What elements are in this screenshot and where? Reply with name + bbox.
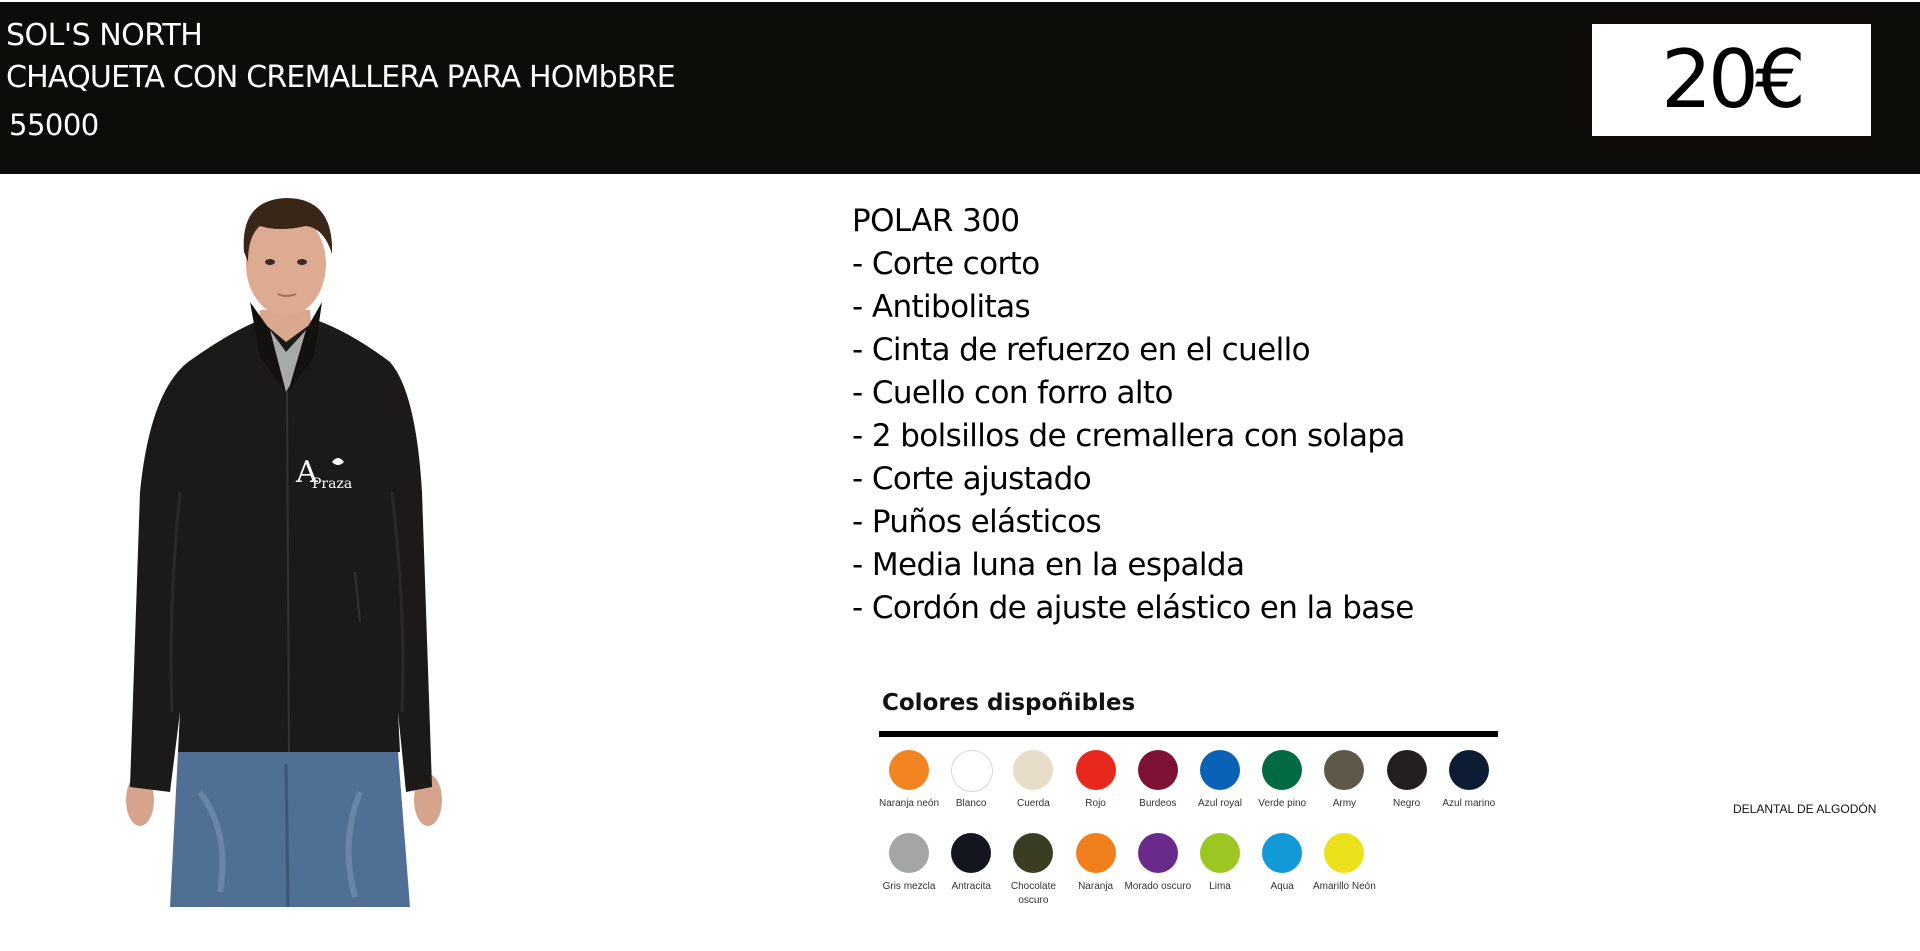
price-box (1592, 24, 1871, 136)
product-title: CHAQUETA CON CREMALLERA PARA HOMbBRE (6, 60, 675, 95)
color-dot (1138, 750, 1178, 790)
color-dot (1262, 750, 1302, 790)
color-swatch (1376, 750, 1440, 830)
feature-item: - Antibolitas (852, 289, 1031, 325)
feature-item: - Cuello con forro alto (852, 375, 1173, 411)
color-swatch (940, 833, 1004, 913)
feature-item: POLAR 300 (852, 203, 1020, 239)
feature-item: - Corte corto (852, 246, 1040, 282)
color-dot (1013, 833, 1053, 873)
color-swatch (1251, 750, 1315, 830)
color-swatch (1313, 833, 1377, 913)
color-swatch (1065, 833, 1129, 913)
color-dot (1138, 833, 1178, 873)
color-swatch (878, 750, 942, 830)
color-label: Cuerda (1016, 798, 1050, 809)
color-dot (1449, 750, 1489, 790)
color-swatch (1189, 750, 1253, 830)
color-label: Blanco (955, 798, 987, 809)
color-swatch (1189, 833, 1253, 913)
svg-text:A: A (296, 455, 318, 490)
color-label: Aqua (1270, 881, 1294, 892)
feature-item: - 2 bolsillos de cremallera con solapa (852, 418, 1405, 454)
color-label: Negro (1392, 798, 1421, 809)
feature-list (852, 200, 1414, 630)
logo-text: Praza (312, 476, 353, 492)
color-label: Verde pino (1258, 798, 1307, 809)
color-swatch (1127, 750, 1191, 830)
color-label: Naranja neón (878, 798, 940, 809)
color-swatch (940, 750, 1004, 830)
color-label: Morado oscuro (1124, 881, 1192, 892)
color-label: Antracita (951, 881, 991, 892)
color-dot (1076, 833, 1116, 873)
color-dot (889, 833, 929, 873)
feature-item: - Cordón de ajuste elástico en la base (852, 590, 1414, 626)
feature-item: - Cinta de refuerzo en el cuello (852, 332, 1311, 368)
color-dot (1200, 833, 1240, 873)
color-label: Azul marino (1442, 798, 1496, 809)
color-swatch (1251, 833, 1315, 913)
colors-heading: Colores dispoñibles (882, 690, 1136, 716)
color-label: Rojo (1085, 798, 1106, 809)
feature-item: - Corte ajustado (852, 461, 1092, 497)
side-label: DELANTAL DE ALGODÓN (1733, 802, 1877, 816)
colors-divider (879, 731, 1498, 737)
color-dot (1076, 750, 1116, 790)
color-dot (951, 750, 993, 792)
color-label: Army (1332, 798, 1357, 809)
color-swatch (1313, 750, 1377, 830)
reference-code: 55000 (9, 108, 99, 142)
color-label: Naranja (1078, 881, 1114, 892)
color-dot (1013, 750, 1053, 790)
color-dot (1324, 833, 1364, 873)
color-label: Gris mezcla (882, 881, 936, 892)
color-dot (951, 833, 991, 873)
color-swatch (878, 833, 942, 913)
color-swatch (1065, 750, 1129, 830)
color-dot (1262, 833, 1302, 873)
product-photo (110, 192, 490, 907)
color-swatch (1002, 750, 1066, 830)
color-dot (889, 750, 929, 790)
feature-item: - Media luna en la espalda (852, 547, 1245, 583)
color-label: Burdeos (1139, 798, 1177, 809)
color-dot (1387, 750, 1427, 790)
color-dot (1200, 750, 1240, 790)
color-swatch (1002, 833, 1066, 913)
color-dot (1324, 750, 1364, 790)
brand-name: SOL'S NORTH (6, 18, 203, 53)
color-label: Lima (1209, 881, 1231, 892)
price: 20€ (1661, 33, 1802, 126)
header-band (0, 2, 1920, 174)
color-swatch (1438, 750, 1502, 830)
color-label: Amarillo Neón (1312, 881, 1376, 892)
color-label: Azul royal (1198, 798, 1242, 809)
feature-item: - Puños elásticos (852, 504, 1102, 540)
color-swatch (1124, 833, 1192, 913)
color-label: Chocolate oscuro (1010, 881, 1056, 906)
